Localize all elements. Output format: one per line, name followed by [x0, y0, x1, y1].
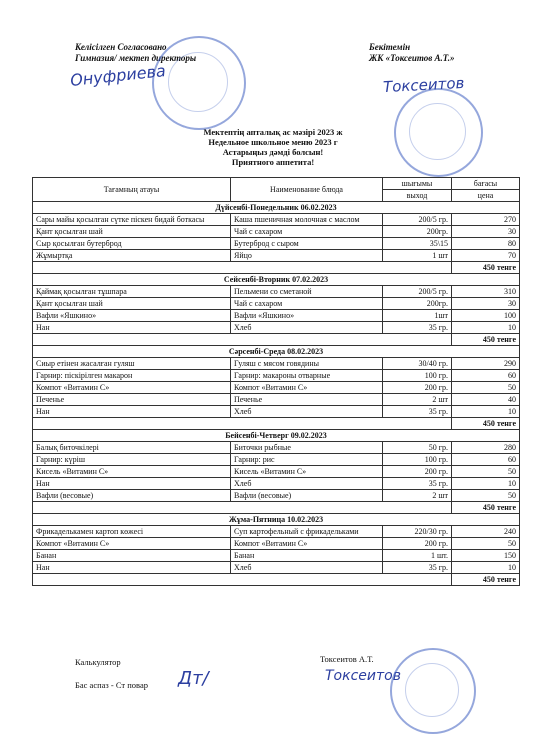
menu-title [0, 127, 546, 167]
table-row [33, 286, 520, 298]
dish-ru: Хлеб [231, 406, 383, 418]
dish-kz: Кисель «Витамин С» [33, 466, 231, 478]
dish-ru: Хлеб [231, 478, 383, 490]
total-spacer [33, 574, 452, 586]
table-row [33, 370, 520, 382]
table-row [33, 562, 520, 574]
day-name: Жұма-Пятница 10.02.2023 [33, 514, 520, 526]
table-row [33, 214, 520, 226]
title-line2: Недельное школьное меню 2023 г [208, 137, 338, 147]
dish-price: 10 [452, 562, 520, 574]
head-price-kz: бағасы [452, 178, 520, 190]
dish-output: 200 гр. [383, 382, 452, 394]
table-row [33, 406, 520, 418]
dish-output: 35 гр. [383, 562, 452, 574]
dish-price: 50 [452, 490, 520, 502]
dish-ru: Вафли (весовые) [231, 490, 383, 502]
dish-output: 2 шт [383, 490, 452, 502]
dish-kz: Вафли «Яшкино» [33, 310, 231, 322]
head-kz: Тағамның атауы [33, 178, 231, 202]
approval-left-line1: Келісілген Согласовано [75, 42, 167, 52]
day-total: 450 тенге [452, 418, 520, 430]
dish-ru: Суп картофельный с фрикадельками [231, 526, 383, 538]
dish-price: 30 [452, 226, 520, 238]
day-name: Бейсенбі-Четверг 09.02.2023 [33, 430, 520, 442]
table-row [33, 442, 520, 454]
dish-ru: Яйцо [231, 250, 383, 262]
day-total: 450 тенге [452, 334, 520, 346]
dish-price: 50 [452, 466, 520, 478]
dish-ru: Гарнир: рис [231, 454, 383, 466]
table-row [33, 550, 520, 562]
table-row [33, 322, 520, 334]
table-row [33, 238, 520, 250]
day-header-row [33, 514, 520, 526]
dish-price: 70 [452, 250, 520, 262]
total-spacer [33, 334, 452, 346]
day-total-row [33, 334, 520, 346]
dish-price: 150 [452, 550, 520, 562]
day-name: Дүйсенбі-Понедельник 06.02.2023 [33, 202, 520, 214]
head-ru: Наименование блюда [231, 178, 383, 202]
dish-ru: Гуляш с мясом говядины [231, 358, 383, 370]
day-total: 450 тенге [452, 502, 520, 514]
day-total-row [33, 418, 520, 430]
dish-price: 10 [452, 478, 520, 490]
dish-kz: Вафли (весовые) [33, 490, 231, 502]
table-row [33, 298, 520, 310]
dish-price: 60 [452, 370, 520, 382]
day-header-row [33, 346, 520, 358]
day-name: Сейсенбі-Вторник 07.02.2023 [33, 274, 520, 286]
dish-price: 60 [452, 454, 520, 466]
dish-price: 50 [452, 538, 520, 550]
dish-output: 2 шт [383, 394, 452, 406]
menu-table-body [33, 178, 520, 586]
approval-right-line1: Бекітемін [369, 42, 411, 52]
total-spacer [33, 418, 452, 430]
day-total: 450 тенге [452, 262, 520, 274]
director-signature: Онуфриева [69, 61, 167, 90]
dish-price: 290 [452, 358, 520, 370]
approval-right-line2: ЖК «Токсеитов А.Т.» [369, 53, 455, 63]
total-spacer [33, 262, 452, 274]
dish-price: 50 [452, 382, 520, 394]
table-row [33, 466, 520, 478]
table-row [33, 226, 520, 238]
dish-output: 1 шт [383, 250, 452, 262]
dish-kz: Нан [33, 406, 231, 418]
table-row [33, 394, 520, 406]
dish-price: 100 [452, 310, 520, 322]
day-name: Сәрсенбі-Среда 08.02.2023 [33, 346, 520, 358]
dish-kz: Сыр қосылған бутерброд [33, 238, 231, 250]
table-row [33, 250, 520, 262]
dish-output: 200гр. [383, 226, 452, 238]
dish-ru: Биточки рыбные [231, 442, 383, 454]
dish-kz: Компот «Витамин С» [33, 382, 231, 394]
title-line4: Приятного аппетита! [231, 157, 315, 167]
dish-ru: Вафли «Яшкино» [231, 310, 383, 322]
dish-price: 40 [452, 394, 520, 406]
day-header-row [33, 202, 520, 214]
dish-ru: Чай с сахаром [231, 226, 383, 238]
dish-price: 10 [452, 322, 520, 334]
table-row [33, 538, 520, 550]
dish-output: 35 гр. [383, 406, 452, 418]
school-stamp [152, 36, 246, 130]
dish-ru: Печенье [231, 394, 383, 406]
day-total: 450 тенге [452, 574, 520, 586]
dish-kz: Сары майы қосылған сүтке піскен бидай боткасы [33, 214, 231, 226]
dish-kz: Қант қосылған шай [33, 226, 231, 238]
dish-ru: Компот «Витамин С» [231, 382, 383, 394]
head-price-ru: цена [452, 190, 520, 202]
table-row [33, 358, 520, 370]
dish-output: 35\15 [383, 238, 452, 250]
dish-price: 280 [452, 442, 520, 454]
dish-price: 310 [452, 286, 520, 298]
dish-ru: Пельмени со сметаной [231, 286, 383, 298]
dish-ru: Бутерброд с сыром [231, 238, 383, 250]
dish-ru: Компот «Витамин С» [231, 538, 383, 550]
table-row [33, 310, 520, 322]
dish-kz: Қант қосылған шай [33, 298, 231, 310]
dish-kz: Печенье [33, 394, 231, 406]
menu-table [32, 177, 520, 586]
dish-output: 100 гр. [383, 454, 452, 466]
dish-kz: Нан [33, 322, 231, 334]
dish-price: 30 [452, 298, 520, 310]
dish-output: 50 гр. [383, 442, 452, 454]
day-header-row [33, 274, 520, 286]
dish-output: 200 гр. [383, 538, 452, 550]
dish-output: 200/5 гр. [383, 214, 452, 226]
title-line1: Мектептің апталық ас мәзірі 2023 ж [203, 127, 343, 137]
footer-owner: Токсеитов А.Т. [320, 654, 374, 664]
dish-output: 1 шт. [383, 550, 452, 562]
day-total-row [33, 574, 520, 586]
day-total-row [33, 502, 520, 514]
dish-ru: Хлеб [231, 562, 383, 574]
dish-ru: Банан [231, 550, 383, 562]
dish-output: 220/30 гр. [383, 526, 452, 538]
dish-output: 35 гр. [383, 322, 452, 334]
dish-output: 1шт [383, 310, 452, 322]
dish-kz: Балық биточкілері [33, 442, 231, 454]
dish-ru: Хлеб [231, 322, 383, 334]
dish-ru: Каша пшеничная молочная с маслом [231, 214, 383, 226]
dish-ru: Чай с сахаром [231, 298, 383, 310]
dish-kz: Сиыр етінен жасалған гуляш [33, 358, 231, 370]
cook-signature: Дт/ [178, 668, 209, 689]
dish-output: 100 гр. [383, 370, 452, 382]
dish-kz: Қаймақ қосылған тұшпара [33, 286, 231, 298]
head-out-ru: выход [383, 190, 452, 202]
table-head-row-1 [33, 178, 520, 190]
table-row [33, 478, 520, 490]
total-spacer [33, 502, 452, 514]
dish-kz: Гарнир: күріш [33, 454, 231, 466]
dish-output: 200гр. [383, 298, 452, 310]
day-total-row [33, 262, 520, 274]
table-row [33, 454, 520, 466]
footer-calc: Калькулятор [75, 657, 121, 667]
dish-price: 240 [452, 526, 520, 538]
dish-output: 200/5 гр. [383, 286, 452, 298]
dish-ru: Гарнир: макароны отварные [231, 370, 383, 382]
title-line3: Астарыңыз дәмді болсын! [222, 147, 324, 157]
owner-signature-top: Токсеитов [382, 73, 465, 97]
approval-left-line2: Гимназия/ мектеп директоры [75, 53, 197, 63]
owner-signature-bottom: Токсеитов [325, 668, 401, 684]
dish-output: 200 гр. [383, 466, 452, 478]
footer-cook: Бас аспаз - Ст повар [75, 680, 148, 690]
dish-kz: Компот «Витамин С» [33, 538, 231, 550]
table-row [33, 490, 520, 502]
table-row [33, 526, 520, 538]
dish-ru: Кисель «Витамин С» [231, 466, 383, 478]
dish-output: 30/40 гр. [383, 358, 452, 370]
table-row [33, 382, 520, 394]
day-header-row [33, 430, 520, 442]
dish-kz: Фрикаделькамен картоп көжесі [33, 526, 231, 538]
dish-kz: Банан [33, 550, 231, 562]
dish-price: 270 [452, 214, 520, 226]
dish-kz: Нан [33, 562, 231, 574]
dish-kz: Жұмыртқа [33, 250, 231, 262]
dish-price: 10 [452, 406, 520, 418]
approval-right [369, 42, 454, 64]
owner-stamp-bottom [390, 648, 476, 734]
dish-kz: Нан [33, 478, 231, 490]
dish-kz: Гарнир: піскірілген макарон [33, 370, 231, 382]
dish-output: 35 гр. [383, 478, 452, 490]
dish-price: 80 [452, 238, 520, 250]
head-out-kz: шығымы [383, 178, 452, 190]
